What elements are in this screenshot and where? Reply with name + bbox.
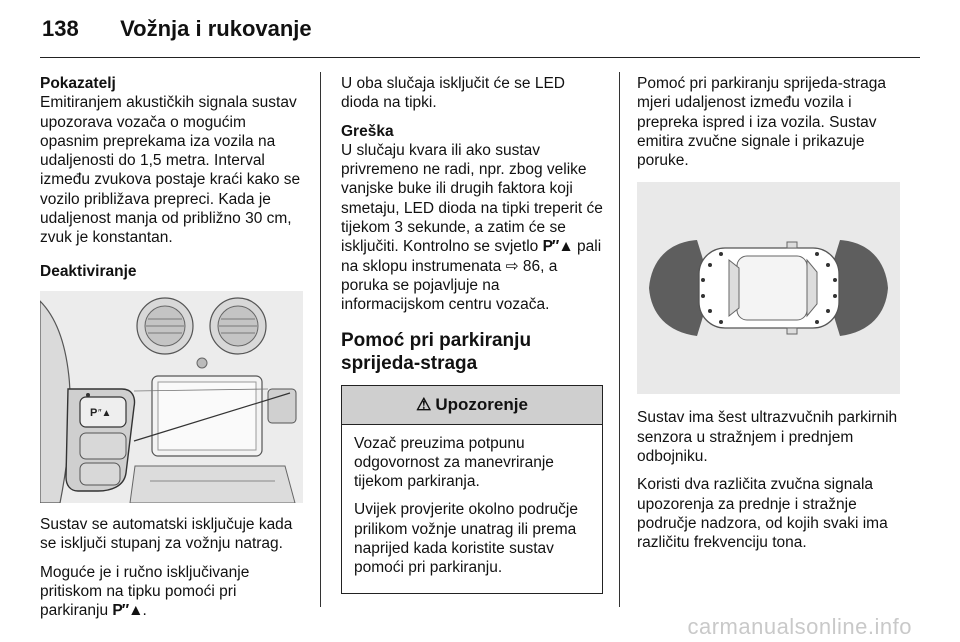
- greska-section: [341, 122, 603, 315]
- watermark: carmanualsonline.info: [687, 614, 912, 639]
- sensor-illustration-svg: [637, 182, 900, 394]
- col3-para3: Koristi dva različita zvučna signala upozorenja za prednje i stražnje područje nadzora, od kojih svaki ima različitu frekvenciju tona.: [637, 476, 888, 552]
- column-divider-2: [619, 72, 620, 607]
- deaktiviranje-para1: Sustav se automatski isključuje kada se isključi stupanj za vožnju natrag.: [40, 515, 293, 553]
- greska-text: U slučaju kvara ili ako sustav privremeno ne radi, npr. zbog velike vanjske buke ili drugih faktora koji smetaju, LED dioda na tipki treperit će tijekom 3 sekunde, a zatim će se isključiti. Kontrolno se svjetlo: [341, 141, 603, 256]
- greska-text-ref: 86, a poruka se pojavljuje na informacijskom centru vozača.: [341, 257, 558, 314]
- para2-period: .: [142, 602, 147, 620]
- warning-box: [341, 385, 603, 594]
- dashboard-illustration-svg: [40, 291, 303, 503]
- warning-title: Upozorenje: [435, 394, 528, 414]
- pokazatelj-heading: Pokazatelj: [40, 75, 116, 92]
- pokazatelj-section: [40, 74, 306, 248]
- col3-para1: Pomoć pri parkiranju sprijeda-straga mjeri udaljenost između vozila i prepreka ispred i iza vozila. Sustav emitira zvučne signale i prikazuje poruke.: [637, 75, 886, 170]
- greska-text-mid: pali na sklopu instrumenata: [341, 238, 602, 275]
- warning-header: [342, 386, 602, 425]
- park-assist-icon: P″▲: [112, 602, 143, 620]
- warning-para1: Vozač preuzima potpunu odgovornost za manevriranje tijekom parkiranja.: [354, 434, 554, 491]
- svg-text:″▲: ″▲: [98, 407, 112, 419]
- column-1: [40, 74, 306, 629]
- svg-text:P: P: [90, 406, 98, 419]
- deaktiviranje-para2: [40, 563, 306, 621]
- header-rule: [40, 57, 920, 58]
- column-2: [341, 74, 603, 594]
- page-number: 138: [42, 16, 79, 41]
- deaktiviranje-para2-text: Moguće je i ručno isključivanje pritiskom na tipku pomoći pri parkiranju: [40, 563, 250, 620]
- pokazatelj-text: Emitiranjem akustičkih signala sustav upozorava vozača o mogućim opasnim preprekama iza vozila na udaljenosti do 1,5 metra. Interval između zvukova postaje kraći kako se vozilo približava prepreci. Kada je udaljenost manja od približno 30 cm, zvuk je konstantan.: [40, 94, 301, 247]
- page-header: [42, 16, 312, 42]
- page-ref-arrow-icon: ⇨: [505, 257, 519, 275]
- page-title: Vožnja i rukovanje: [120, 16, 312, 41]
- sensor-coverage-illustration: [637, 182, 900, 394]
- warning-para2: Uvijek provjerite okolno područje prilikom vožnje unatrag ili prema naprijed kada koristite sustav pomoći pri parkiranju.: [354, 501, 579, 577]
- column-divider-1: [320, 72, 321, 607]
- dashboard-button-illustration: [40, 291, 303, 503]
- section-heading: Pomoć pri parkiranju sprijeda-straga: [341, 329, 532, 374]
- warning-body: [342, 425, 602, 593]
- column-3: [637, 74, 901, 562]
- park-assist-icon-2: P″▲: [542, 238, 573, 256]
- greska-heading: Greška: [341, 122, 394, 140]
- warning-triangle-icon: ⚠: [416, 394, 432, 414]
- led-para: U oba slučaja isključit će se LED dioda na tipki.: [341, 75, 565, 112]
- deaktiviranje-heading: Deaktiviranje: [40, 262, 137, 280]
- col3-para2: Sustav ima šest ultrazvučnih parkirnih senzora u stražnjem i prednjem odbojniku.: [637, 409, 898, 466]
